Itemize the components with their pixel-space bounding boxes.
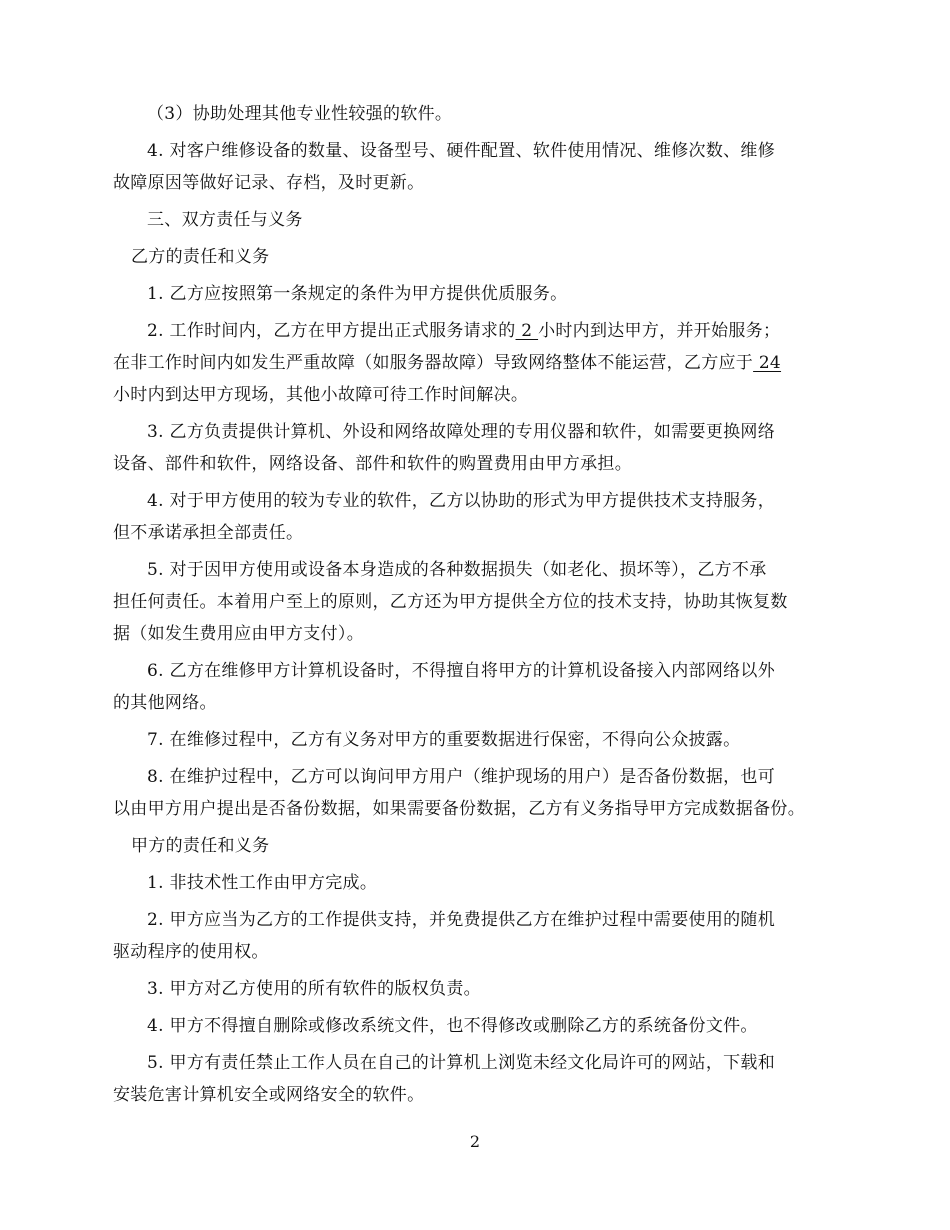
- paragraph-p4: [113, 241, 838, 273]
- paragraph-line: 4. 对于甲方使用的较为专业的软件，乙方以协助的形式为甲方提供技术支持服务，: [147, 491, 776, 511]
- document-body: [113, 98, 838, 1116]
- paragraph-line: [113, 347, 838, 379]
- paragraph-line: 7. 在维修过程中，乙方有义务对甲方的重要数据进行保密，不得向公众披露。: [147, 730, 741, 750]
- paragraph-p9: [113, 554, 838, 650]
- page-number: 2: [469, 1132, 481, 1151]
- paragraph-p15: [113, 904, 838, 968]
- paragraph-line: 甲方的责任和义务: [131, 836, 270, 856]
- paragraph-line: 三、双方责任与义务: [147, 210, 303, 230]
- clause-text: 2. 工作时间内，乙方在甲方提出正式服务请求的: [147, 321, 516, 341]
- paragraph-p14: [113, 867, 838, 899]
- paragraph-p1: [113, 98, 838, 130]
- paragraph-p12: [113, 761, 838, 825]
- paragraph-line: 6. 乙方在维修甲方计算机设备时，不得擅自将甲方的计算机设备接入内部网络以外: [147, 661, 776, 681]
- paragraph-line: 安装危害计算机安全或网络安全的软件。: [113, 1085, 425, 1105]
- paragraph-line: 5. 甲方有责任禁止工作人员在自己的计算机上浏览未经文化局许可的网站，下载和: [147, 1053, 776, 1073]
- paragraph-line: （3）协助处理其他专业性较强的软件。: [147, 104, 453, 124]
- paragraph-p2: [113, 135, 838, 199]
- paragraph-p10: [113, 655, 838, 719]
- paragraph-line: 3. 乙方负责提供计算机、外设和网络故障处理的专用仪器和软件，如需要更换网络: [147, 422, 776, 442]
- paragraph-line: 3. 甲方对乙方使用的所有软件的版权负责。: [147, 979, 481, 999]
- clause-text: 小时内到达甲方，并开始服务；: [538, 321, 781, 341]
- paragraph-p16: [113, 973, 838, 1005]
- paragraph-p18: [113, 1047, 838, 1111]
- paragraph-line: 8. 在维护过程中，乙方可以询问甲方用户（维护现场的用户）是否备份数据，也可: [147, 767, 776, 787]
- paragraph-p6: [113, 315, 838, 411]
- paragraph-line: 2. 甲方应当为乙方的工作提供支持，并免费提供乙方在维护过程中需要使用的随机: [147, 910, 776, 930]
- paragraph-line: 驱动程序的使用权。: [113, 942, 269, 962]
- paragraph-p11: [113, 724, 838, 756]
- paragraph-p7: [113, 416, 838, 480]
- paragraph-line: 的其他网络。: [113, 693, 217, 713]
- paragraph-line: 1. 非技术性工作由甲方完成。: [147, 873, 378, 893]
- paragraph-line: 担任何责任。本着用户至上的原则，乙方还为甲方提供全方位的技术支持，协助其恢复数: [113, 592, 788, 612]
- paragraph-line: 4. 对客户维修设备的数量、设备型号、硬件配置、软件使用情况、维修次数、维修: [147, 141, 776, 161]
- paragraph-p3: [113, 204, 838, 236]
- paragraph-line: 以由甲方用户提出是否备份数据，如果需要备份数据，乙方有义务指导甲方完成数据备份。: [113, 799, 805, 819]
- paragraph-line: 据（如发生费用应由甲方支付）。: [113, 624, 364, 644]
- paragraph-p17: [113, 1010, 838, 1042]
- paragraph-p8: [113, 485, 838, 549]
- paragraph-line: 1. 乙方应按照第一条规定的条件为甲方提供优质服务。: [147, 284, 568, 304]
- paragraph-p13: [113, 830, 838, 862]
- paragraph-line: 设备、部件和软件，网络设备、部件和软件的购置费用由甲方承担。: [113, 454, 632, 474]
- paragraph-line: 5. 对于因甲方使用或设备本身造成的各种数据损失（如老化、损坏等），乙方不承: [147, 560, 767, 580]
- paragraph-line: 小时内到达甲方现场，其他小故障可待工作时间解决。: [113, 385, 529, 405]
- paragraph-line: [113, 315, 838, 347]
- paragraph-p5: [113, 278, 838, 310]
- paragraph-line: 4. 甲方不得擅自删除或修改系统文件，也不得修改或删除乙方的系统备份文件。: [147, 1016, 758, 1036]
- paragraph-line: 乙方的责任和义务: [131, 247, 270, 267]
- emergency-hours-value: 24: [753, 353, 782, 373]
- paragraph-line: 但不承诺承担全部责任。: [113, 523, 304, 543]
- paragraph-line: 故障原因等做好记录、存档，及时更新。: [113, 173, 425, 193]
- clause-text: 在非工作时间内如发生严重故障（如服务器故障）导致网络整体不能运营，乙方应于: [113, 353, 754, 373]
- response-hours-value: 2: [515, 321, 539, 341]
